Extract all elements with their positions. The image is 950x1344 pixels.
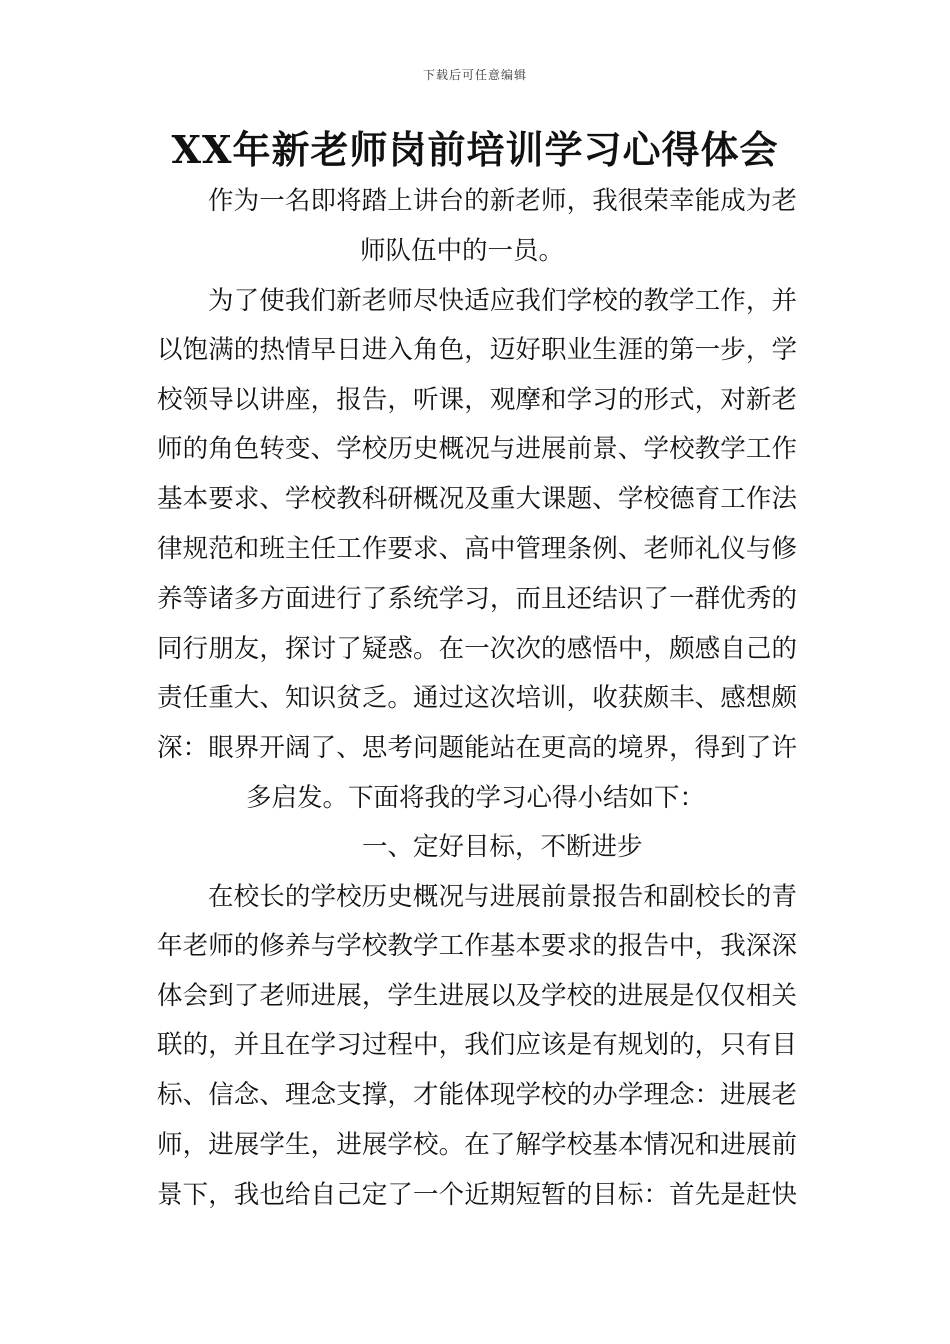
section-heading: 一、定好目标，不断进步 [362,832,643,862]
body-line: 在校长的学校历史概况与进展前景报告和副校长的青 [208,882,797,912]
body-line: 养等诸多方面进行了系统学习，而且还结识了一群优秀的 [157,584,797,614]
body-line: 同行朋友，探讨了疑惑。在一次次的感悟中，颇感自己的 [157,634,797,664]
body-line: 多启发。下面将我的学习心得小结如下： [246,783,706,813]
body-line: 联的，并且在学习过程中，我们应该是有规划的，只有目 [157,1030,797,1060]
body-line: 校领导以讲座，报告，听课，观摩和学习的形式，对新老 [157,385,797,415]
body-line: 以饱满的热情早日进入角色，迈好职业生涯的第一步，学 [157,335,797,365]
document-title: XX年新老师岗前培训学习心得体会 [171,127,779,172]
body-line: 年老师的修养与学校教学工作基本要求的报告中，我深深 [157,931,797,961]
body-line: 律规范和班主任工作要求、高中管理条例、老师礼仪与修 [157,534,797,564]
body-line: 基本要求、学校教科研概况及重大课题、学校德育工作法 [157,484,797,514]
body-line: 师队伍中的一员。 [360,236,565,266]
body-line: 师，进展学生，进展学校。在了解学校基本情况和进展前 [157,1130,797,1160]
body-line: 师的角色转变、学校历史概况与进展前景、学校教学工作 [157,434,797,464]
header-note: 下载后可任意编辑 [422,68,527,82]
body-line: 标、信念、理念支撑，才能体现学校的办学理念：进展老 [157,1080,797,1110]
body-line: 为了使我们新老师尽快适应我们学校的教学工作，并 [208,286,797,316]
body-line: 景下，我也给自己定了一个近期短暂的目标：首先是赶快 [157,1180,797,1210]
body-line: 责任重大、知识贫乏。通过这次培训，收获颇丰、感想颇 [157,683,797,713]
body-line: 体会到了老师进展，学生进展以及学校的进展是仅仅相关 [157,981,797,1011]
body-line: 作为一名即将踏上讲台的新老师，我很荣幸能成为老 [208,186,797,216]
body-line: 深：眼界开阔了、思考问题能站在更高的境界，得到了许 [157,733,797,763]
